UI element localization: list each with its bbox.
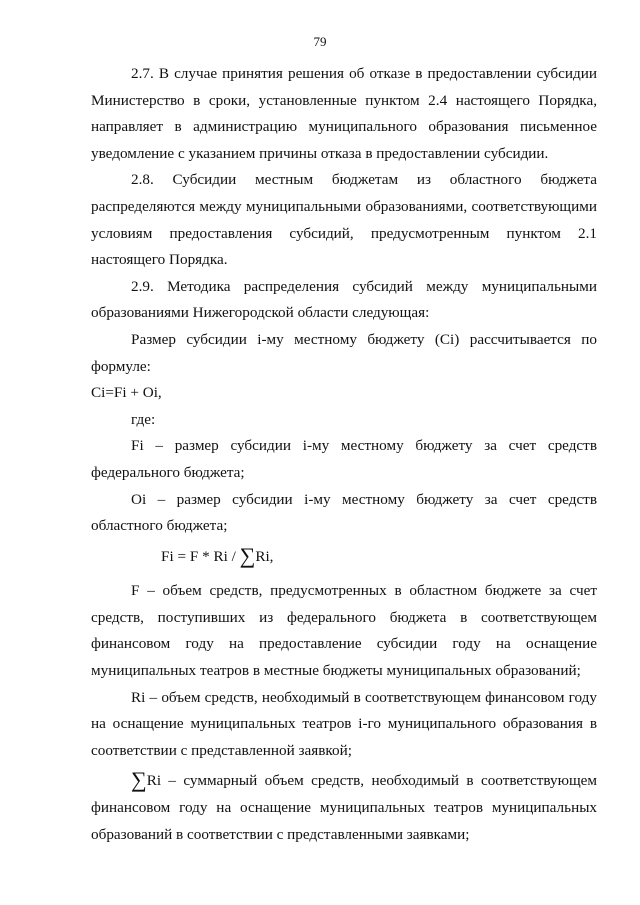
definition-fi: Fi – размер субсидии i-му местному бюджету за счет средств федерального бюджета;: [91, 437, 597, 481]
definition-sum-ri: [91, 768, 597, 848]
formula-fi: [91, 544, 597, 571]
formula-fi-left: Fi = F * Ri /: [161, 547, 236, 565]
sum-ri-text: – суммарный объем средств, необходимый в соответствующем финансовом году на оснащение муниципальных театров муниципальных образований в соответствии с представленными заявками;: [91, 772, 597, 843]
document-body: [91, 61, 597, 848]
sum-ri-label: Ri: [146, 772, 162, 790]
paragraph-2-9: 2.9. Методика распределения субсидий между муниципальными образованиями Нижегородской области следующая:: [91, 277, 597, 322]
sum-symbol: ∑: [239, 542, 256, 568]
page-number: 79: [313, 34, 327, 49]
subsidy-size-intro: Размер субсидии i-му местному бюджету (Ci) рассчитывается по формуле:: [91, 330, 597, 375]
formula-fi-right: Ri,: [255, 547, 274, 565]
definition-f: F – объем средств, предусмотренных в областном бюджете за счет средств, поступивших из федерального бюджета в соответствующем финансовом году на предоставление субсидии году на оснащение муниципальных театров в местные бюджеты муниципальных образований;: [91, 582, 597, 680]
paragraph-2-8: 2.8. Субсидии местным бюджетам из областного бюджета распределяются между муниципальными образованиями, соответствующими условиям предоставления субсидий, предусмотренным пунктом 2.1 настоящего Порядка.: [91, 171, 597, 269]
sum-ri-symbol: ∑: [131, 767, 147, 793]
where-label: где:: [131, 410, 156, 428]
definition-oi: Oi – размер субсидии i-му местному бюджету за счет средств областного бюджета;: [91, 490, 597, 535]
formula-ci: Ci=Fi + Oi,: [91, 384, 162, 402]
paragraph-2-7: 2.7. В случае принятия решения об отказе в предоставлении субсидии Министерство в сроки, установленные пунктом 2.4 настоящего Порядка, направляет в администрацию муниципального образования письменное уведомление с указанием причины отказа в предоставлении субсидии.: [91, 65, 597, 162]
definition-ri: Ri – объем средств, необходимый в соответствующем финансовом году на оснащение муниципальных театров i-го муниципального образования в соответствии с представленной заявкой;: [91, 688, 597, 759]
